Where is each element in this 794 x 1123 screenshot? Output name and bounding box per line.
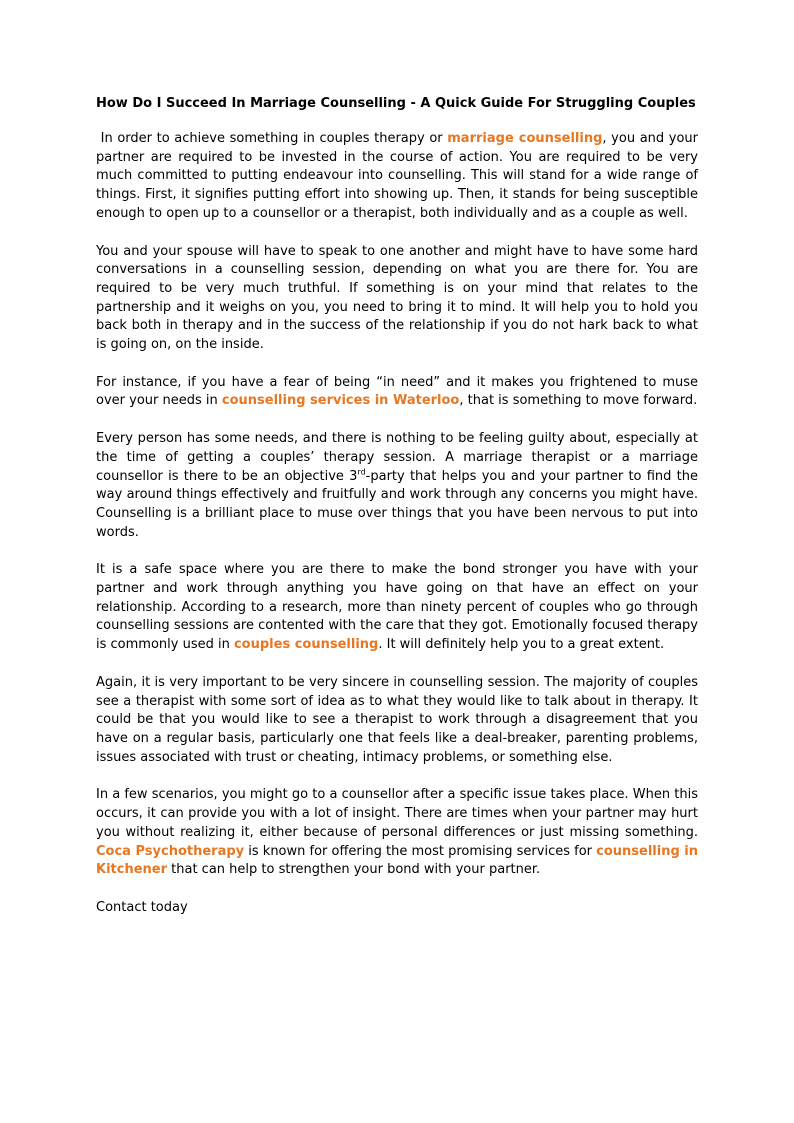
p4-superscript: rd (357, 467, 366, 477)
p3-text-after: , that is something to move forward. (459, 393, 698, 409)
p5-text-before: It is a safe space where you are there to make the bond stronger you have with your partner and work through anything you have going on that have an effect on your relationship. According to a research, more than ninety percent of couples who go through counselling sessions are contented with the care that they got. Emotionally focused therapy is commonly used in (96, 562, 698, 653)
p7-text-after: that can help to strengthen your bond with your partner. (167, 862, 541, 878)
p7-text-before: In a few scenarios, you might go to a counsellor after a specific issue takes place. When this occurs, it can provide you with a lot of insight. There are times when your partner may hurt you without realizing it, either because of personal differences or just missing something. (96, 787, 698, 840)
paragraph-1 (96, 130, 698, 224)
p7-text-middle: is known for offering the most promising services for (244, 843, 597, 859)
closing-line: Contact today (96, 899, 188, 915)
p4-text-after: -party that helps you and your partner to find the way around things effectively and fruitfully and work through any concerns you might have. Counselling is a brilliant place to muse over things that you have been nervous to put into words. (96, 468, 698, 540)
paragraph-5 (96, 561, 698, 655)
p3-text-before: For instance, if you have a fear of being “in need” and it makes you frightened to muse over your needs in (96, 374, 698, 409)
link-coca-psychotherapy[interactable]: Coca Psychotherapy (96, 843, 245, 859)
paragraph-7 (96, 786, 698, 880)
link-counselling-services-waterloo[interactable]: counselling services in Waterloo (221, 393, 460, 409)
paragraph-4 (96, 430, 698, 542)
p4-text-before: Every person has some needs, and there is nothing to be feeling guilty about, especially at the time of getting a couples’ therapy session. A marriage therapist or a marriage counsellor is there to be an objective 3 (96, 431, 698, 484)
link-couples-counselling[interactable]: couples counselling (233, 637, 379, 653)
document-body (96, 95, 698, 937)
p1-text-before: In order to achieve something in couples therapy or (100, 131, 448, 146)
link-counselling-kitchener[interactable]: counselling in Kitchener (96, 843, 698, 878)
link-marriage-counselling[interactable]: marriage counselling (447, 131, 603, 146)
p5-text-after: . It will definitely help you to a great extent. (378, 637, 665, 653)
page-title: How Do I Succeed In Marriage Counselling - A Quick Guide For Struggling Couples (96, 96, 696, 111)
paragraph-6: Again, it is very important to be very sincere in counselling session. The majority of couples see a therapist with some sort of idea as to what they would like to talk about in therapy. It could be that you would like to see a therapist to work through a disagreement that you have on a regular basis, particularly one that feels like a deal-breaker, parenting problems, issues associated with trust or cheating, intimacy problems, or something else. (96, 674, 698, 765)
paragraph-2: You and your spouse will have to speak to one another and might have to have some hard conversations in a counselling session, depending on what you are there for. You are required to be very much truthful. If something is on your mind that relates to the partnership and it weighs on you, you need to bring it to mind. It will help you to hold you back both in therapy and in the success of the relationship if you do not hark back to what is going on, on the inside. (96, 243, 698, 353)
paragraph-3 (96, 374, 698, 411)
p1-text-after: , you and your partner are required to be invested in the course of action. You are required to be very much committed to putting endeavour into counselling. This will stand for a wide range of things. First, it signifies putting effort into showing up. Then, it stands for being susceptible enough to open up to a counsellor or a therapist, both individually and as a couple as well. (96, 131, 699, 221)
